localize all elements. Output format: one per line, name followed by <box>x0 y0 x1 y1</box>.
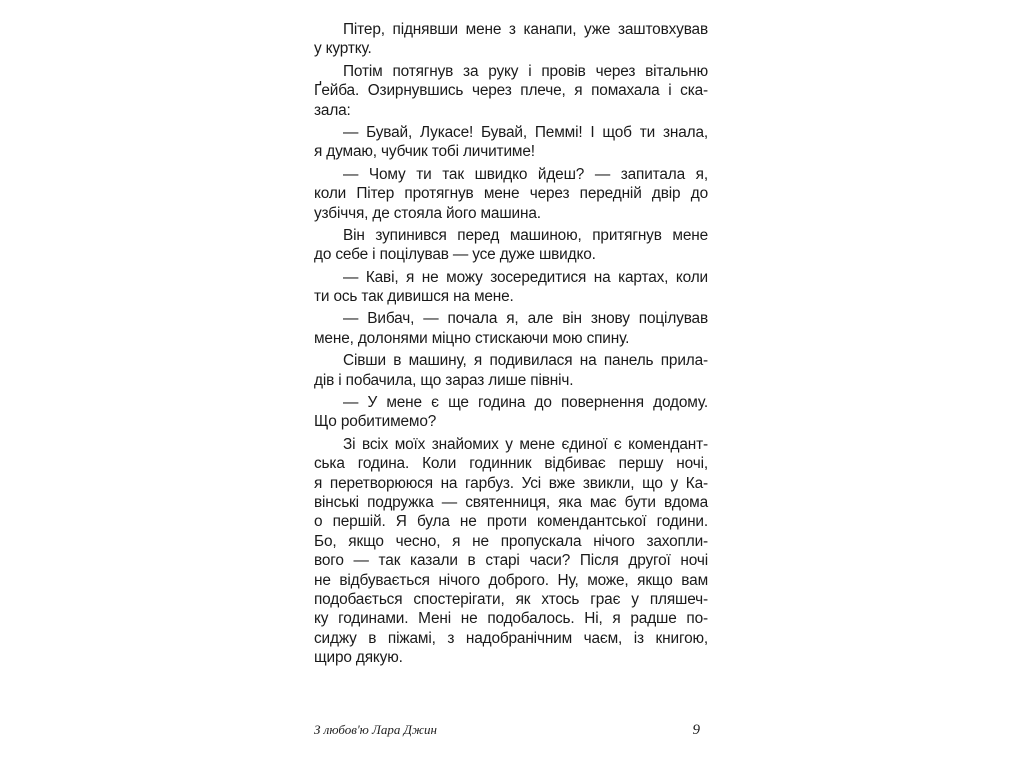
text-line: у куртку. <box>314 40 372 58</box>
text-line: вінські подружка — святенниця, яка має бути вдома <box>314 493 708 511</box>
text-line: Пітер, піднявши мене з канапи, уже заштовхував <box>343 21 708 38</box>
body-text <box>314 20 708 668</box>
paragraph <box>314 20 708 59</box>
text-line: вого — так казали в старі часи? Після другої ночі <box>314 552 708 570</box>
text-line: коли Пітер протягнув мене через передній двір до <box>314 185 708 203</box>
text-line: — Бувай, Лукасе! Бувай, Пеммі! І щоб ти знала, <box>343 123 708 141</box>
text-line: о першій. Я була не проти комендантської години. <box>314 513 708 531</box>
paragraph <box>314 165 708 223</box>
text-line: Він зупинився перед машиною, притягнув мене <box>343 226 708 244</box>
text-line: ку годинами. Мені не подобалось. Ні, я радше по- <box>314 610 708 628</box>
paragraph <box>314 226 708 265</box>
text-line: Ґейба. Озирнувшись через плече, я помахала і ска- <box>314 82 708 100</box>
text-line: Що робитимемо? <box>314 413 437 431</box>
paragraph <box>314 435 708 668</box>
text-line: узбіччя, де стояла його машина. <box>314 204 541 222</box>
text-line: дів і побачила, що зараз лише північ. <box>314 371 574 389</box>
text-line: не відбувається нічого доброго. Ну, може, якщо вам <box>314 571 708 589</box>
paragraph <box>314 123 708 162</box>
text-line: я перетворююся на гарбуз. Усі вже звикли, що у Ка- <box>314 474 708 492</box>
text-line: Сівши в машину, я подивилася на панель прила- <box>343 352 708 370</box>
paragraph <box>314 393 708 432</box>
text-line: — Каві, я не можу зосередитися на картах, коли <box>343 268 708 286</box>
paragraph <box>314 351 708 390</box>
text-line: мене, долонями міцно стискаючи мою спину. <box>314 329 630 347</box>
text-line: зала: <box>314 101 351 119</box>
text-line: — Вибач, — почала я, але він знову поцілував <box>343 310 708 328</box>
text-line: — У мене є ще година до повернення додому. <box>343 394 708 412</box>
text-line: я думаю, чубчик тобі личитиме! <box>314 143 535 161</box>
text-line: Потім потягнув за руку і провів через вітальню <box>343 62 708 80</box>
paragraph <box>314 62 708 120</box>
paragraph <box>314 268 708 307</box>
paragraph <box>314 309 708 348</box>
running-footer-title: З любов'ю Лара Джин <box>314 722 437 737</box>
page-footer <box>314 720 708 740</box>
text-line: — Чому ти так швидко йдеш? — запитала я, <box>343 165 708 183</box>
text-line: ти ось так дивишся на мене. <box>314 288 514 306</box>
text-line: подобається спостерігати, як хтось грає у пляшеч- <box>314 590 708 608</box>
text-line: до себе і поцілував — усе дуже швидко. <box>314 246 596 264</box>
page-number: 9 <box>692 722 700 738</box>
text-line: Бо, якщо чесно, я не пропускала нічого захопли- <box>314 532 708 550</box>
text-line: щиро дякую. <box>314 649 403 667</box>
text-line: сиджу в піжамі, з надобранічним чаєм, із книгою, <box>314 629 708 647</box>
text-line: Зі всіх моїх знайомих у мене єдиної є комендант- <box>343 435 708 453</box>
text-line: ська година. Коли годинник відбиває першу ночі, <box>314 455 708 473</box>
